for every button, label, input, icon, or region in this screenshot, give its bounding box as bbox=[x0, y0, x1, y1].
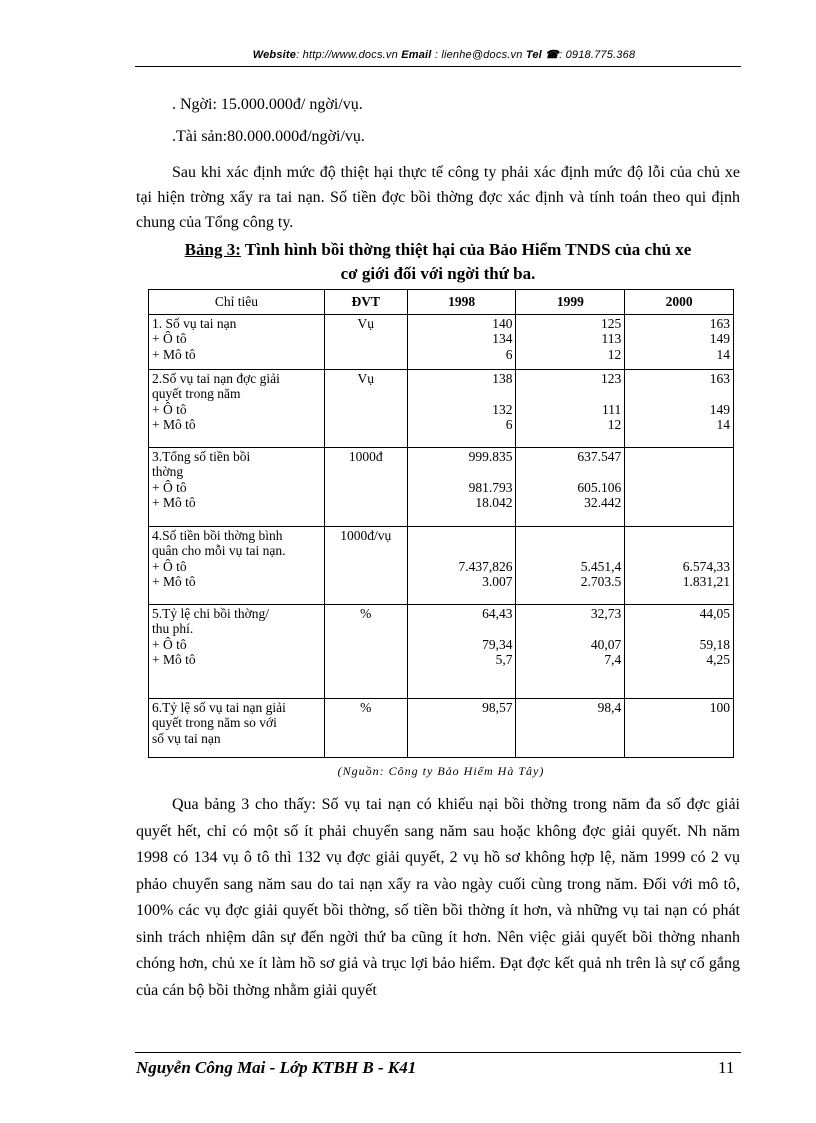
row-unit: Vụ bbox=[324, 314, 407, 369]
cell-2000: 100 bbox=[625, 698, 734, 757]
header-2000: 2000 bbox=[625, 290, 734, 315]
header-indicator: Chỉ tiêu bbox=[149, 290, 325, 315]
cell-1998: 999.835 981.793 18.042 bbox=[407, 447, 516, 526]
footer-divider bbox=[135, 1052, 741, 1053]
cell-2000: 163 149 14 bbox=[625, 369, 734, 447]
table-row bbox=[149, 369, 734, 447]
header-1998: 1998 bbox=[407, 290, 516, 315]
cell-1998: 140 134 6 bbox=[407, 314, 516, 369]
row-label: 2.Số vụ tai nạn đợc giải quyết trong năm + Ô tô + Mô tô bbox=[149, 369, 325, 447]
page-header bbox=[148, 48, 740, 61]
row-unit: 1000đ bbox=[324, 447, 407, 526]
cell-1999: 5.451,4 2.703.5 bbox=[516, 526, 625, 604]
cell-1998: 64,43 79,34 5,7 bbox=[407, 604, 516, 698]
cell-1998: 138 132 6 bbox=[407, 369, 516, 447]
tel-value: : 0918.775.368 bbox=[559, 49, 636, 61]
row-label: 6.Tỷ lệ số vụ tai nạn giải quyết trong năm so với số vụ tai nạn bbox=[149, 698, 325, 757]
compensation-table bbox=[148, 289, 734, 758]
table-row bbox=[149, 698, 734, 757]
header-unit: ĐVT bbox=[324, 290, 407, 315]
intro-paragraph: Sau khi xác định mức độ thiệt hại thực tế công ty phải xác định mức độ lỗi của chủ xe tại hiện trờng xẩy ra tai nạn. Số tiền đợc bồi thờng đợc xác định và tính toán theo qui định chung của Tổng công ty. bbox=[136, 164, 740, 231]
table-row bbox=[149, 604, 734, 698]
table-header-row bbox=[149, 290, 734, 315]
email-label: Email bbox=[401, 49, 432, 61]
cell-2000: 163 149 14 bbox=[625, 314, 734, 369]
row-unit: 1000đ/vụ bbox=[324, 526, 407, 604]
cell-2000: 6.574,33 1.831,21 bbox=[625, 526, 734, 604]
table-row bbox=[149, 526, 734, 604]
row-unit: % bbox=[324, 698, 407, 757]
header-1999: 1999 bbox=[516, 290, 625, 315]
table-title-text-2: cơ giới đối với ngời thứ ba. bbox=[340, 264, 536, 283]
cell-2000 bbox=[625, 447, 734, 526]
email-value[interactable]: : lienhe@docs.vn bbox=[431, 49, 526, 61]
table-title bbox=[136, 238, 740, 286]
cell-1999: 637.547 605.106 32.442 bbox=[516, 447, 625, 526]
website-label: Website bbox=[252, 49, 297, 61]
cell-1998: 7.437,826 3.007 bbox=[407, 526, 516, 604]
cell-1999: 125 113 12 bbox=[516, 314, 625, 369]
analysis-paragraph: Qua bảng 3 cho thấy: Số vụ tai nạn có khiếu nại bồi thờng trong năm đa số đợc giải quyết hết, chỉ có một số ít phải chuyển sang năm sau hoặc không đợc giải quyết. Nh năm 1998 có 134 vụ ô tô thì 132 vụ đợc giải quyết, 2 vụ hồ sơ không hợp lệ, năm 1999 có 2 vụ phảo chuyển sang năm sau do tai nạn xẩy ra vào ngày cuối cùng trong năm. Đối với mô tô, 100% các vụ đợc giải quyết bồi thờng, số tiền bồi thờng ít hơn, và những vụ tai nạn có phát sinh trách nhiệm dân sự đến ngời thứ ba cũng ít hơn. Nên việc giải quyết bồi thờng nhanh chóng hơn, chủ xe ít làm hồ sơ giả và trục lợi bảo hiểm. Đạt đợc kết quả nh trên là sự cố gắng của cán bộ bồi thờng nhằm giải quyết bbox=[136, 796, 740, 999]
row-label: 1. Số vụ tai nạn + Ô tô + Mô tô bbox=[149, 314, 325, 369]
row-label: 5.Tỷ lệ chi bồi thờng/ thu phí. + Ô tô + Mô tô bbox=[149, 604, 325, 698]
row-unit: Vụ bbox=[324, 369, 407, 447]
tel-label: Tel ☎ bbox=[525, 49, 560, 61]
intro-line-person: . Ngời: 15.000.000đ/ ngời/vụ. bbox=[172, 96, 363, 113]
page-number: 11 bbox=[718, 1058, 735, 1077]
table-title-text-1: Tình hình bồi thờng thiệt hại của Bảo Hiểm TNDS của chủ xe bbox=[240, 240, 692, 259]
cell-1998: 98,57 bbox=[407, 698, 516, 757]
cell-1999: 123 111 12 bbox=[516, 369, 625, 447]
intro-line-property: .Tài sản:80.000.000đ/ngời/vụ. bbox=[172, 128, 365, 145]
cell-2000: 44,05 59,18 4,25 bbox=[625, 604, 734, 698]
header-divider bbox=[135, 66, 741, 67]
row-label: 4.Số tiền bồi thờng bình quân cho mỗi vụ tai nạn. + Ô tô + Mô tô bbox=[149, 526, 325, 604]
cell-1999: 32,73 40,07 7,4 bbox=[516, 604, 625, 698]
table-source: (Nguồn: Công ty Bảo Hiểm Hà Tây) bbox=[337, 764, 545, 778]
cell-1999: 98,4 bbox=[516, 698, 625, 757]
website-value[interactable]: : http://www.docs.vn bbox=[296, 49, 402, 61]
footer-author: Nguyễn Công Mai - Lớp KTBH B - K41 bbox=[136, 1058, 417, 1077]
table-row bbox=[149, 447, 734, 526]
row-label: 3.Tổng số tiền bồi thờng + Ô tô + Mô tô bbox=[149, 447, 325, 526]
row-unit: % bbox=[324, 604, 407, 698]
table-title-label: Bảng 3: bbox=[184, 240, 241, 259]
table-row bbox=[149, 314, 734, 369]
